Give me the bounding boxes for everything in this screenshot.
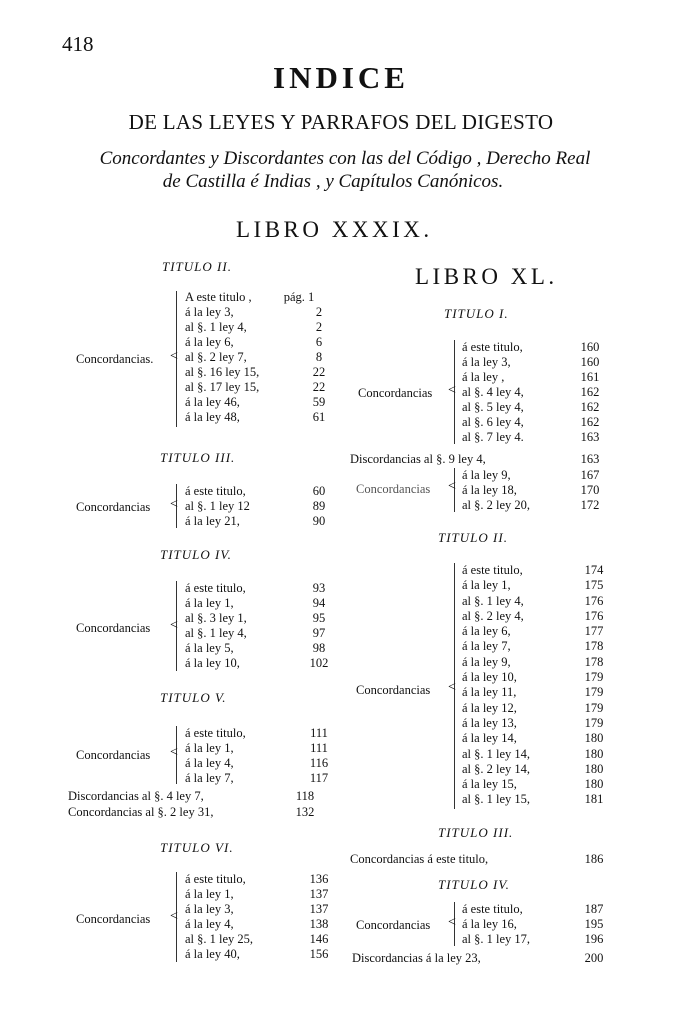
page-ref: 178 <box>584 639 604 654</box>
list-item <box>185 611 345 626</box>
titulo-heading: TITULO IV. <box>160 547 232 562</box>
entry-list <box>185 484 345 529</box>
page-ref: 160 <box>580 355 600 369</box>
titulo-heading: TITULO II. <box>162 259 232 274</box>
page-ref: 22 <box>312 365 326 379</box>
entry-text: á la ley 9, <box>462 468 511 482</box>
entry-list <box>185 872 345 962</box>
list-item <box>185 741 345 756</box>
entry-text: al §. 1 ley 4, <box>185 626 247 640</box>
list-item <box>185 656 345 671</box>
entry-text: á la ley 13, <box>462 715 517 730</box>
list-item <box>462 609 622 624</box>
entry-text: á este titulo, <box>462 563 523 577</box>
list-item <box>185 726 345 741</box>
entry-text: á la ley 12, <box>462 700 517 715</box>
page-title: INDICE <box>273 60 409 95</box>
page-ref: 180 <box>584 746 604 761</box>
page-ref: 175 <box>584 578 604 593</box>
page-ref: 160 <box>580 340 600 354</box>
entry-text: á la ley 7, <box>185 771 234 785</box>
page-ref: 132 <box>295 805 315 819</box>
page-ref: 94 <box>312 596 326 610</box>
page-ref: 136 <box>309 872 329 886</box>
page-number: 418 <box>62 32 94 56</box>
entry-text: á la ley 21, <box>185 514 240 528</box>
list-item <box>185 756 345 771</box>
brace-point: < <box>448 915 456 930</box>
entry-text: á la ley 1, <box>185 596 234 610</box>
list-item <box>462 777 622 792</box>
concordancias-label: Concordancias <box>356 918 431 932</box>
entry-list <box>462 340 622 445</box>
page-ref: 137 <box>309 902 329 916</box>
list-item <box>185 499 345 514</box>
list-item <box>462 578 622 593</box>
page-ref: 102 <box>309 656 329 670</box>
page-ref: 8 <box>315 350 323 364</box>
list-item <box>462 792 622 807</box>
entry-list <box>462 468 622 513</box>
page-ref: 22 <box>312 380 326 394</box>
list-item <box>462 594 622 609</box>
page-ref: 95 <box>312 611 326 625</box>
entry-text: á la ley 9, <box>462 654 511 669</box>
page-ref: 98 <box>312 641 326 655</box>
entry-text: al §. 17 ley 15, <box>185 380 260 394</box>
entry-text: á la ley , <box>462 370 505 384</box>
concordancias-label: Concordancias <box>76 748 151 762</box>
list-item <box>185 290 345 305</box>
entry-text: á la ley 7, <box>462 639 511 654</box>
titulo-heading: TITULO IV. <box>438 877 510 892</box>
page-ref: 174 <box>584 563 604 577</box>
list-item <box>462 468 622 483</box>
entry-text: á la ley 4, <box>185 917 234 931</box>
titulo-heading: TITULO V. <box>160 690 227 705</box>
list-item <box>185 626 345 641</box>
page-ref: 146 <box>309 932 329 946</box>
list-item <box>462 701 622 716</box>
entry-text: á la ley 11, <box>462 685 517 700</box>
entry-list <box>185 290 345 425</box>
libro-39-heading: LIBRO XXXIX. <box>236 217 433 242</box>
list-item <box>462 340 622 355</box>
entry-text: Discordancias al §. 4 ley 7, <box>68 789 204 803</box>
entry-text: á la ley 18, <box>462 483 517 497</box>
entry-text: Concordancias al §. 2 ley 31, <box>68 805 214 819</box>
list-item <box>462 624 622 639</box>
list-item <box>185 581 345 596</box>
discordancias-entry <box>68 789 204 803</box>
entry-text: á la ley 1, <box>185 887 234 901</box>
page-ref: 156 <box>309 947 329 961</box>
list-item <box>462 415 622 430</box>
page-ref: 111 <box>310 726 328 740</box>
list-item <box>185 484 345 499</box>
page-ref: 181 <box>584 792 604 807</box>
italic-line-2: de Castilla é Indias , y Capítulos Canónicos. <box>162 171 504 192</box>
page-ref: 180 <box>584 731 604 746</box>
entry-text: al §. 4 ley 4, <box>462 385 524 399</box>
list-item <box>462 355 622 370</box>
page-ref: 2 <box>315 320 323 334</box>
list-item <box>462 731 622 746</box>
page-ref: 179 <box>584 700 604 715</box>
list-item <box>462 563 622 578</box>
page-ref: 163 <box>580 430 600 444</box>
list-item <box>185 771 345 786</box>
concordancias-label: Concordancias <box>76 621 151 635</box>
brace-point: < <box>448 383 456 398</box>
entry-list <box>462 563 622 808</box>
page-ref: 89 <box>312 499 326 513</box>
concordancias-entry: Concordancias á este titulo, <box>350 852 489 866</box>
concordancias-label: Concordancias. <box>76 352 154 366</box>
list-item <box>462 747 622 762</box>
list-item <box>185 641 345 656</box>
page-ref: 117 <box>309 771 329 785</box>
list-item <box>462 917 622 932</box>
page-ref: 137 <box>309 887 329 901</box>
libro-40-heading: LIBRO XL. <box>415 264 558 289</box>
entry-text: á la ley 15, <box>462 777 517 792</box>
page-ref: 161 <box>580 370 600 384</box>
list-item <box>462 385 622 400</box>
page-subtitle: DE LAS LEYES Y PARRAFOS DEL DIGESTO <box>128 110 554 134</box>
entry-text: al §. 7 ley 4. <box>462 430 524 444</box>
list-item <box>462 655 622 670</box>
list-item <box>185 395 345 410</box>
entry-text: á la ley 10, <box>462 670 517 685</box>
list-item <box>185 335 345 350</box>
entry-text: á este titulo, <box>185 872 246 886</box>
entry-text: al §. 2 ley 20, <box>462 498 531 512</box>
entry-text: á la ley 3, <box>185 902 234 916</box>
entry-list <box>462 902 622 947</box>
page-ref: 200 <box>584 951 604 965</box>
list-item <box>185 514 345 529</box>
entry-text: al §. 1 ley 17, <box>462 932 531 946</box>
entry-text: á la ley 3, <box>462 355 511 369</box>
entry-text: á la ley 1, <box>462 578 511 593</box>
list-item <box>462 716 622 731</box>
page-ref: 180 <box>584 761 604 776</box>
brace-point: < <box>170 909 178 924</box>
page-ref: 116 <box>309 756 329 770</box>
list-item <box>462 685 622 700</box>
list-item <box>185 305 345 320</box>
entry-text: al §. 1 ley 25, <box>185 932 254 946</box>
page-ref: 196 <box>584 932 604 946</box>
list-item <box>462 902 622 917</box>
brace-point: < <box>448 479 456 494</box>
entry-text: á la ley 40, <box>185 947 240 961</box>
list-item <box>185 350 345 365</box>
page-ref: 163 <box>580 452 600 466</box>
entry-text: á la ley 16, <box>462 917 517 931</box>
page-ref: 195 <box>584 917 604 931</box>
entry-text: al §. 2 ley 7, <box>185 350 247 364</box>
list-item <box>185 932 345 947</box>
italic-line-1: Concordantes y Discordantes con las del Código , Derecho Real <box>99 148 591 169</box>
list-item <box>462 430 622 445</box>
page-ref: 179 <box>584 715 604 730</box>
page-ref: 180 <box>584 777 604 792</box>
page-ref: 176 <box>584 608 604 623</box>
entry-text: á este titulo, <box>462 340 523 354</box>
page-ref: 118 <box>295 789 315 803</box>
list-item <box>185 872 345 887</box>
page-ref: 6 <box>315 335 323 349</box>
entry-text: á la ley 4, <box>185 756 234 770</box>
concordancias-label: Concordancias <box>358 386 433 400</box>
entry-text: al §. 1 ley 14, <box>462 746 531 761</box>
entry-text: al §. 16 ley 15, <box>185 365 260 379</box>
entry-text: al §. 3 ley 1, <box>185 611 247 625</box>
titulo-heading: TITULO III. <box>438 825 514 840</box>
page-ref: 162 <box>580 400 600 414</box>
list-item <box>462 483 622 498</box>
list-item <box>462 932 622 947</box>
list-item <box>185 380 345 395</box>
page-ref: 60 <box>312 484 326 498</box>
entry-text: á la ley 3, <box>185 305 234 319</box>
page-ref: 167 <box>580 468 600 482</box>
entry-text: á este titulo, <box>185 484 246 498</box>
list-item <box>185 596 345 611</box>
page-ref: 162 <box>580 415 600 429</box>
list-item <box>185 410 345 425</box>
entry-text: á este titulo, <box>185 581 246 595</box>
entry-text: á la ley 1, <box>185 741 234 755</box>
list-item <box>462 670 622 685</box>
list-item <box>462 400 622 415</box>
page-ref: 93 <box>312 581 326 595</box>
list-item <box>462 762 622 777</box>
brace-point: < <box>170 349 178 364</box>
entry-text: al §. 1 ley 12 <box>185 499 250 513</box>
entry-text: al §. 2 ley 4, <box>462 608 524 623</box>
entry-text: A este titulo , <box>185 290 252 304</box>
titulo-heading: TITULO VI. <box>160 840 234 855</box>
page-ref: 179 <box>584 685 604 700</box>
entry-text: al §. 6 ley 4, <box>462 415 524 429</box>
brace-point: < <box>170 745 178 760</box>
list-item <box>185 365 345 380</box>
page-ref: 2 <box>315 305 323 319</box>
page-ref: 178 <box>584 654 604 669</box>
list-item <box>185 320 345 335</box>
page-ref: 176 <box>584 593 604 608</box>
brace-point: < <box>170 497 178 512</box>
entry-text: á este titulo, <box>462 902 523 916</box>
entry-text: á la ley 46, <box>185 395 240 409</box>
page-ref: 138 <box>309 917 329 931</box>
page-ref: 186 <box>584 852 604 866</box>
entry-list <box>185 726 345 786</box>
concordancias-label: Concordancias <box>356 482 431 496</box>
page-ref: 162 <box>580 385 600 399</box>
list-item <box>185 947 345 962</box>
concordancias-label: Concordancias <box>76 912 151 926</box>
page-ref: 187 <box>584 902 604 916</box>
page-ref: 179 <box>584 670 604 685</box>
page-ref: 170 <box>580 483 600 497</box>
list-item <box>185 902 345 917</box>
entry-text: á la ley 6, <box>462 624 511 639</box>
page-ref: 172 <box>580 498 600 512</box>
discordancias-entry: Discordancias á la ley 23, <box>352 951 481 965</box>
entry-text: al §. 1 ley 4, <box>185 320 247 334</box>
page-ref: 59 <box>312 395 326 409</box>
page-ref: 111 <box>310 741 328 755</box>
concordancias-label: Concordancias <box>356 683 431 697</box>
titulo-heading: TITULO III. <box>160 450 236 465</box>
entry-text: á la ley 10, <box>185 656 240 670</box>
entry-text: á este titulo, <box>185 726 246 740</box>
entry-text: á la ley 5, <box>185 641 234 655</box>
list-item <box>462 498 622 513</box>
entry-text: á la ley 6, <box>185 335 234 349</box>
brace-point: < <box>448 680 456 695</box>
discordancias-entry: Discordancias al §. 9 ley 4, <box>350 452 486 466</box>
titulo-heading: TITULO II. <box>438 530 508 545</box>
entry-text: al §. 1 ley 4, <box>462 593 524 608</box>
brace-point: < <box>170 618 178 633</box>
page-ref: 90 <box>312 514 326 528</box>
entry-text: al §. 1 ley 15, <box>462 792 531 807</box>
list-item <box>185 917 345 932</box>
list-item <box>462 639 622 654</box>
entry-list <box>185 581 345 671</box>
entry-text: al §. 5 ley 4, <box>462 400 524 414</box>
page-ref: pág. 1 <box>283 290 315 304</box>
list-item <box>462 370 622 385</box>
entry-text: á la ley 48, <box>185 410 240 424</box>
concordancias-entry <box>68 805 213 819</box>
entry-text: al §. 2 ley 14, <box>462 761 531 776</box>
entry-text: á la ley 14, <box>462 731 517 746</box>
concordancias-label: Concordancias <box>76 500 151 514</box>
page-ref: 97 <box>312 626 326 640</box>
list-item <box>185 887 345 902</box>
page-ref: 177 <box>584 624 604 639</box>
titulo-heading: TITULO I. <box>444 306 509 321</box>
page-ref: 61 <box>312 410 326 424</box>
